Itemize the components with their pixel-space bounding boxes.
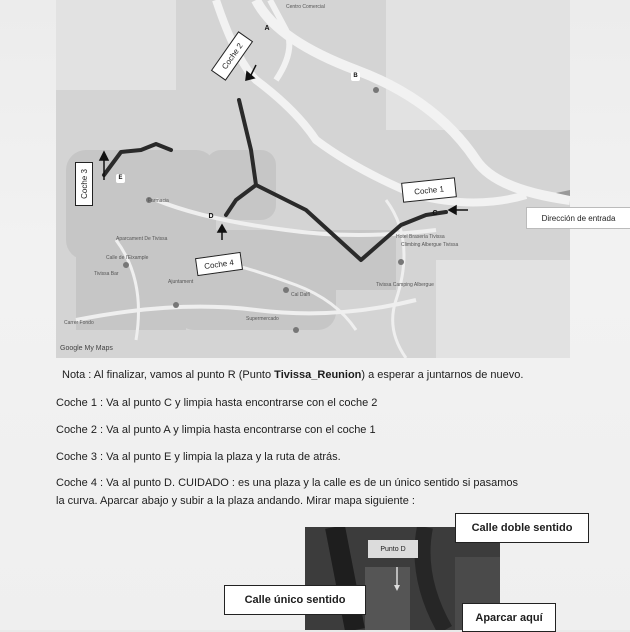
coche-4-label: Coche 4 <box>195 252 243 276</box>
callout-calle-doble: Calle doble sentido <box>455 513 589 543</box>
coche-3-label: Coche 3 <box>75 162 93 206</box>
coche-1-label: Coche 1 <box>401 177 457 203</box>
map-place-label: Aparcament De Tivissa <box>116 236 168 242</box>
map-place-label: Supermercado <box>246 316 279 322</box>
map-place-label: Calle de l'Eixample <box>106 255 149 261</box>
note-line <box>62 369 523 381</box>
entry-direction-label: Dirección de entrada <box>526 207 630 229</box>
map-place-label: Tivissa Camping Albergue <box>376 282 434 288</box>
instruction-coche-4-continued: la curva. Aparcar abajo y subir a la plaza andando. Mirar mapa siguiente : <box>56 495 415 507</box>
map-graphic <box>56 0 570 358</box>
map-place-label: Tivissa Bar <box>94 271 119 277</box>
map-place-label: Climbing Albergue Tivissa <box>401 242 459 248</box>
inset-punto-d-label: Punto D <box>368 540 418 558</box>
map-place-label: Centro Comercial <box>286 4 325 10</box>
note-prefix: Nota : Al finalizar, vamos al punto R (Punto <box>62 369 275 381</box>
point-e-marker: E <box>116 174 125 183</box>
note-suffix: ) a esperar a juntarnos de nuevo. <box>361 369 524 381</box>
map-place-label: Farmacia <box>148 198 169 204</box>
callout-calle-unico: Calle único sentido <box>224 585 366 615</box>
instruction-coche-3: Coche 3 : Va al punto E y limpia la plaza y la ruta de atrás. <box>56 451 341 463</box>
callout-aparcar: Aparcar aquí <box>462 603 556 632</box>
coche-2-label: Coche 2 <box>211 31 253 81</box>
map-place-label: Carrer Fondo <box>64 320 94 326</box>
instruction-coche-4: Coche 4 : Va al punto D. CUIDADO : es una plaza y la calle es de un único sentido si pasamos <box>56 477 519 489</box>
point-c-marker: C <box>432 210 438 217</box>
google-maps-attribution: Google My Maps <box>60 345 113 352</box>
route-map <box>56 0 570 358</box>
point-b-marker: B <box>351 72 360 81</box>
instruction-coche-2: Coche 2 : Va al punto A y limpia hasta encontrarse con el coche 1 <box>56 424 376 436</box>
map-place-label: Ajuntament <box>168 279 194 285</box>
map-place-label: Hotel Brasería Tivissa <box>396 234 445 240</box>
instruction-coche-1: Coche 1 : Va al punto C y limpia hasta encontrarse con el coche 2 <box>56 397 378 409</box>
note-point-name: Tivissa_Reunion <box>274 369 362 381</box>
point-a-marker: A <box>264 25 270 32</box>
map-place-label: Cal Dalfí <box>291 292 311 298</box>
point-d-marker: D <box>208 213 214 220</box>
